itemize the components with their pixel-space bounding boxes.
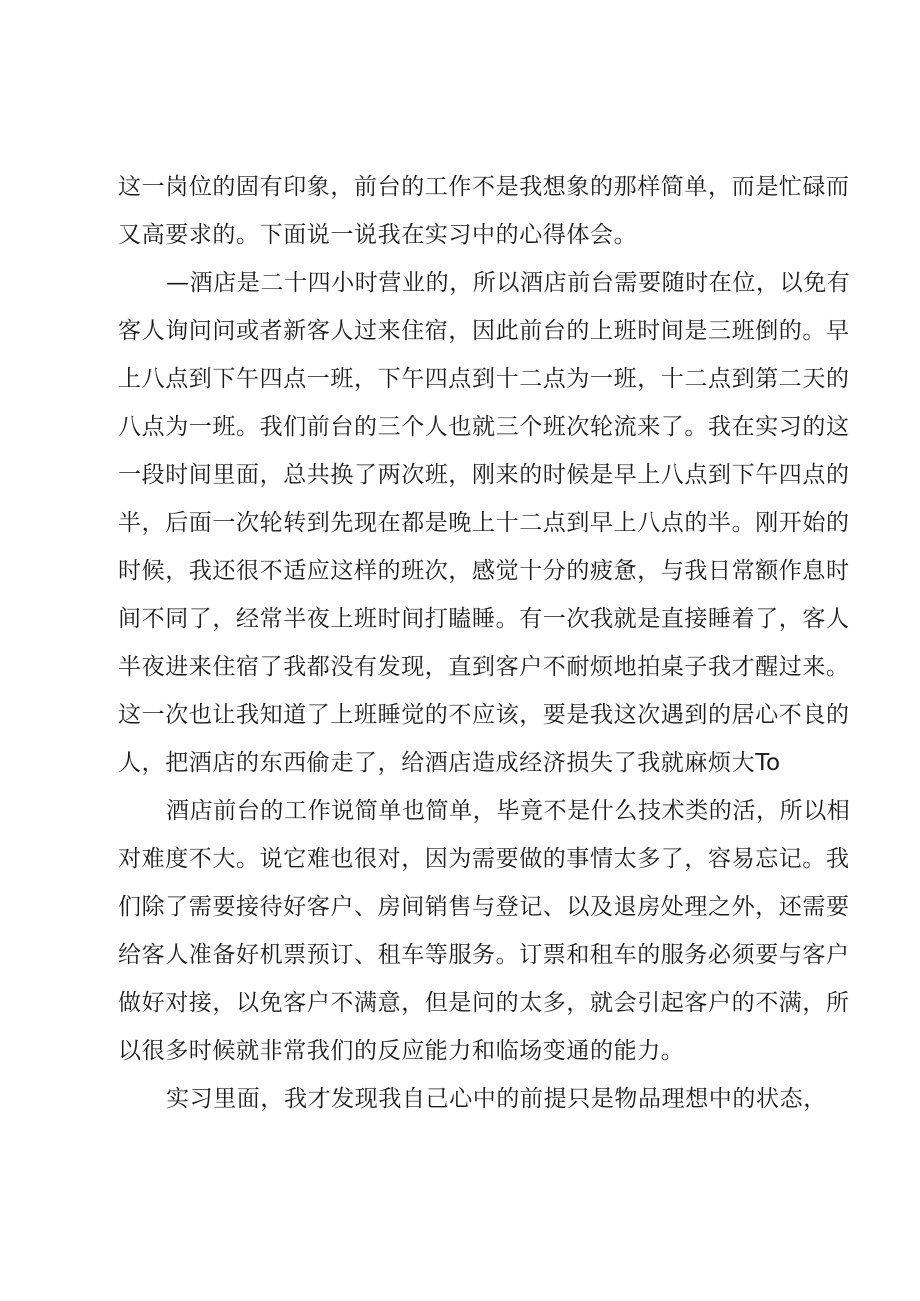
paragraph-start-line: —酒店是二十四小时营业的，所以酒店前台需要随时在位，以免有 (166, 270, 851, 296)
text-line: 给客人准备好机票预订、租车等服务。订票和租车的服务必须要与客户 (118, 942, 850, 968)
text-line: 上八点到下午四点一班，下午四点到十二点为一班，十二点到第二天的 (118, 366, 850, 392)
text-line: 人，把酒店的东西偷走了，给酒店造成经济损失了我就麻烦大To (118, 750, 781, 776)
text-line: 客人询问问或者新客人过来住宿，因此前台的上班时间是三班倒的。早 (118, 318, 850, 344)
text-line: 们除了需要接待好客户、房间销售与登记、以及退房处理之外，还需要 (118, 894, 850, 920)
text-line: 这一次也让我知道了上班睡觉的不应该，要是我这次遇到的居心不良的 (118, 702, 850, 728)
text-line: 做好对接，以免客户不满意，但是问的太多，就会引起客户的不满，所 (118, 990, 850, 1016)
text-line: 一段时间里面，总共换了两次班，刚来的时候是早上八点到下午四点的 (118, 462, 850, 488)
text-line: 时候，我还很不适应这样的班次，感觉十分的疲惫，与我日常额作息时 (118, 558, 850, 584)
text-line: 半夜进来住宿了我都没有发现，直到客户不耐烦地拍桌子我才醒过来。 (118, 654, 850, 680)
text-line: 又高要求的。下面说一说我在实习中的心得体会。 (118, 222, 638, 248)
text-line: 这一岗位的固有印象，前台的工作不是我想象的那样简单，而是忙碌而 (118, 174, 850, 200)
paragraph-start-line: 酒店前台的工作说简单也简单，毕竟不是什么技术类的活，所以相 (166, 798, 851, 824)
paragraph-start-line: 实习里面，我才发现我自己心中的前提只是物品理想中的状态， (166, 1086, 827, 1112)
text-line: 八点为一班。我们前台的三个人也就三个班次轮流来了。我在实习的这 (118, 414, 850, 440)
text-line: 间不同了，经常半夜上班时间打瞌睡。有一次我就是直接睡着了，客人 (118, 606, 850, 632)
text-line: 半，后面一次轮转到先现在都是晚上十二点到早上八点的半。刚开始的 (118, 510, 850, 536)
text-line: 以很多时候就非常我们的反应能力和临场变通的能力。 (118, 1038, 685, 1064)
text-line: 对难度不大。说它难也很对，因为需要做的事情太多了，容易忘记。我 (118, 846, 850, 872)
